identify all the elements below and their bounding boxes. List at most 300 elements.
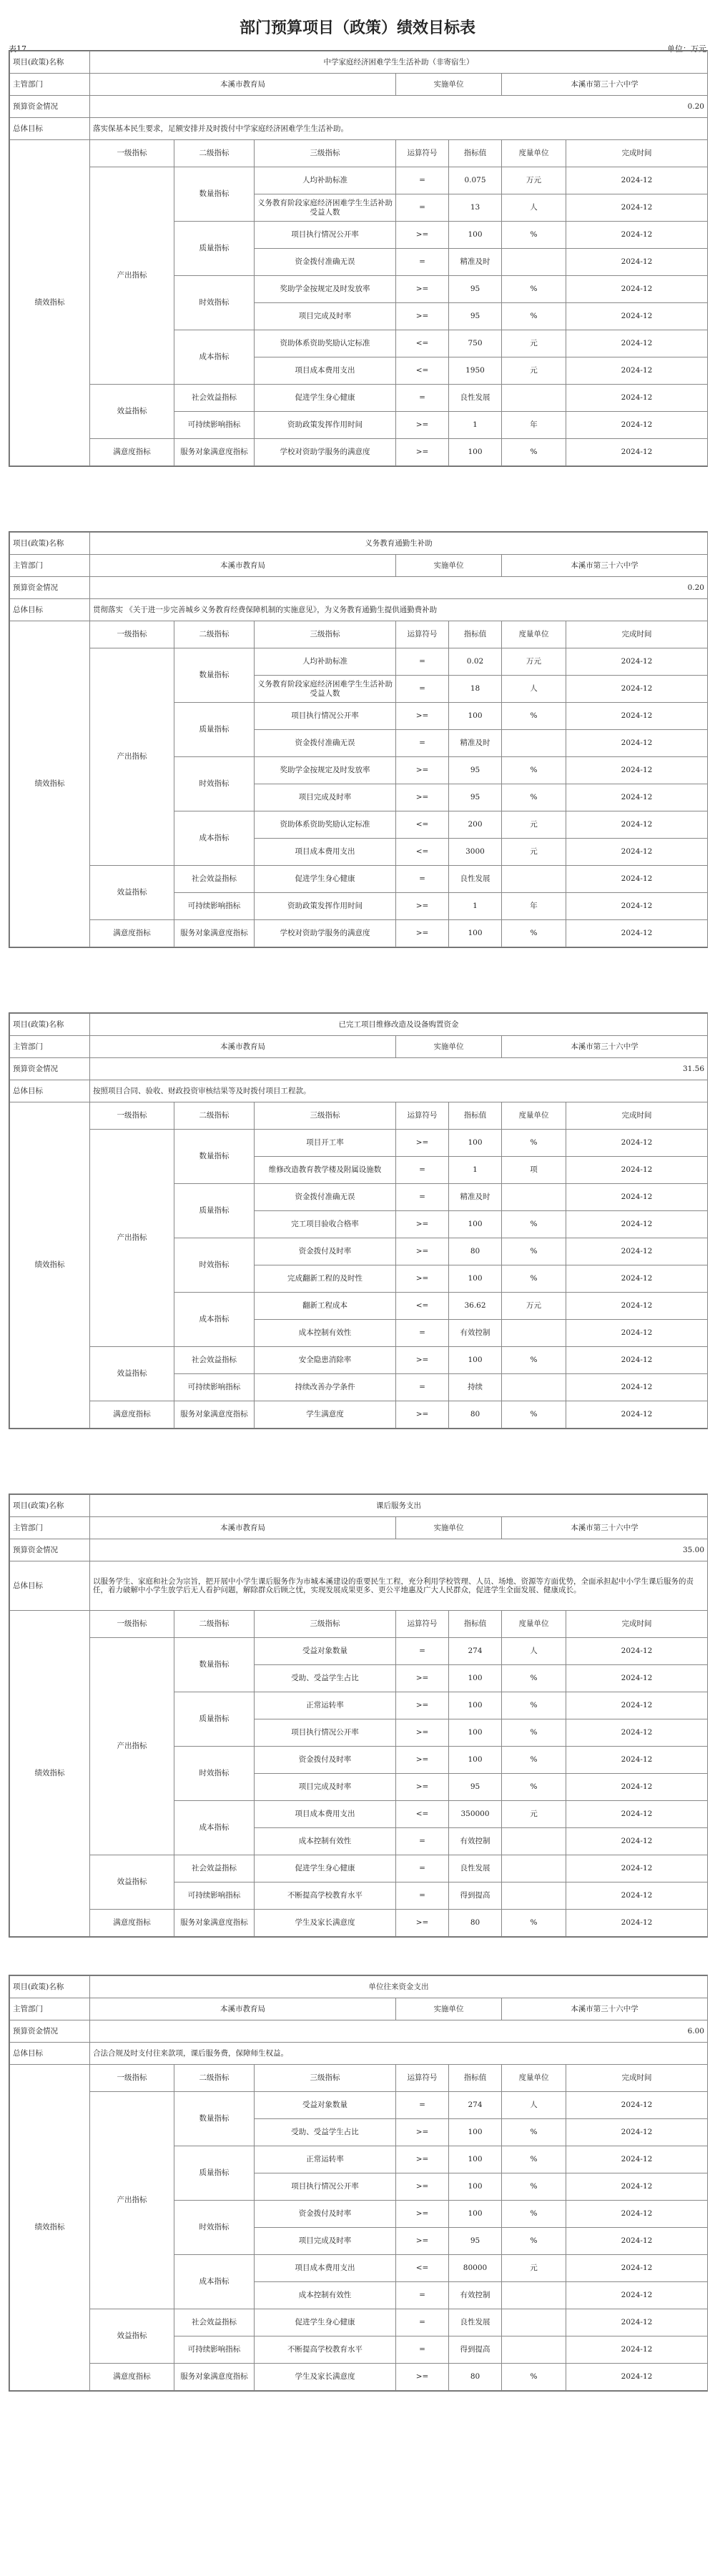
level3-indicator: 维修改造教育教学楼及附属设施数 (255, 1157, 396, 1184)
indicator-value: 36.62 (449, 1293, 502, 1320)
indicator-value: 100 (449, 920, 502, 947)
indicator-value: 80 (449, 1401, 502, 1428)
operator: <= (396, 811, 449, 839)
indicator-value: 3000 (449, 839, 502, 866)
dept-label: 主管部门 (10, 74, 90, 96)
project-table (9, 531, 708, 948)
header-val: 指标值 (449, 1611, 502, 1638)
level2-indicator: 时效指标 (174, 1238, 255, 1293)
measure-unit: % (502, 1719, 566, 1747)
level3-indicator: 成本控制有效性 (255, 2282, 396, 2309)
level2-indicator: 成本指标 (174, 1801, 255, 1855)
header-l1: 一级指标 (90, 1611, 174, 1638)
operator: >= (396, 757, 449, 784)
measure-unit: % (502, 1347, 566, 1374)
operator: = (396, 1184, 449, 1211)
indicator-value: 750 (449, 330, 502, 357)
completion-time: 2024-12 (566, 1692, 708, 1719)
measure-unit: 元 (502, 2255, 566, 2282)
completion-time: 2024-12 (566, 2282, 708, 2309)
measure-unit (502, 1828, 566, 1855)
operator: = (396, 1882, 449, 1910)
operator: >= (396, 1774, 449, 1801)
level3-indicator: 学校对资助学服务的满意度 (255, 439, 396, 466)
level2-indicator: 质量指标 (174, 1692, 255, 1747)
completion-time: 2024-12 (566, 866, 708, 893)
measure-unit: % (502, 2201, 566, 2228)
completion-time: 2024-12 (566, 703, 708, 730)
table-row (10, 167, 708, 194)
level2-indicator: 服务对象满意度指标 (174, 920, 255, 947)
indicator-value: 80 (449, 2364, 502, 2391)
operator: = (396, 648, 449, 676)
operator: >= (396, 2173, 449, 2201)
page-title: 部门预算项目（政策）绩效目标表 (239, 19, 475, 37)
level3-indicator: 资助政策发挥作用时间 (255, 412, 396, 439)
level1-indicator: 满意度指标 (90, 2364, 174, 2391)
level3-indicator: 受助、受益学生占比 (255, 1665, 396, 1692)
table-row (10, 2092, 708, 2119)
completion-time: 2024-12 (566, 839, 708, 866)
measure-unit (502, 2336, 566, 2364)
indicator-value: 100 (449, 1719, 502, 1747)
header-l2: 二级指标 (174, 1102, 255, 1130)
level3-indicator: 不断提高学校教育水平 (255, 2336, 396, 2364)
operator: >= (396, 1211, 449, 1238)
header-op: 运算符号 (396, 2065, 449, 2092)
level3-indicator: 资金拨付及时率 (255, 2201, 396, 2228)
impl-unit-label: 实施单位 (396, 555, 502, 577)
level2-indicator: 时效指标 (174, 757, 255, 811)
completion-time: 2024-12 (566, 730, 708, 757)
level3-indicator: 促进学生身心健康 (255, 2309, 396, 2336)
funds-value: 35.00 (90, 1539, 708, 1561)
header-val: 指标值 (449, 2065, 502, 2092)
completion-time: 2024-12 (566, 167, 708, 194)
header-op: 运算符号 (396, 1611, 449, 1638)
header-l3: 三级指标 (255, 140, 396, 167)
completion-time: 2024-12 (566, 357, 708, 385)
completion-time: 2024-12 (566, 1719, 708, 1747)
completion-time: 2024-12 (566, 439, 708, 466)
measure-unit (502, 1855, 566, 1882)
dept-label: 主管部门 (10, 1998, 90, 2020)
measure-unit: % (502, 757, 566, 784)
project-name: 课后服务支出 (90, 1495, 708, 1517)
level3-indicator: 项目执行情况公开率 (255, 222, 396, 249)
operator: = (396, 1828, 449, 1855)
dept-label: 主管部门 (10, 1517, 90, 1539)
completion-time: 2024-12 (566, 2255, 708, 2282)
completion-time: 2024-12 (566, 385, 708, 412)
completion-time: 2024-12 (566, 1774, 708, 1801)
table-row (10, 1401, 708, 1428)
operator: = (396, 2282, 449, 2309)
completion-time: 2024-12 (566, 2119, 708, 2146)
header-l1: 一级指标 (90, 2065, 174, 2092)
level2-indicator: 可持续影响指标 (174, 2336, 255, 2364)
measure-unit: 人 (502, 676, 566, 703)
completion-time: 2024-12 (566, 1320, 708, 1347)
level3-indicator: 项目完成及时率 (255, 784, 396, 811)
table-row (10, 1638, 708, 1665)
completion-time: 2024-12 (566, 2228, 708, 2255)
completion-time: 2024-12 (566, 1130, 708, 1157)
indicator-value: 95 (449, 757, 502, 784)
indicator-value: 得到提高 (449, 1882, 502, 1910)
level3-indicator: 项目完成及时率 (255, 303, 396, 330)
operator: >= (396, 1719, 449, 1747)
operator: >= (396, 2228, 449, 2255)
header-unit: 度量单位 (502, 1611, 566, 1638)
goal-text: 落实保基本民生要求，足额安排并及时拨付中学家庭经济困难学生生活补助。 (90, 118, 708, 140)
operator: >= (396, 2201, 449, 2228)
level3-indicator: 项目执行情况公开率 (255, 703, 396, 730)
header-l1: 一级指标 (90, 1102, 174, 1130)
level1-indicator: 满意度指标 (90, 1910, 174, 1937)
impl-unit-label: 实施单位 (396, 1036, 502, 1058)
indicator-value: 200 (449, 811, 502, 839)
measure-unit: % (502, 303, 566, 330)
measure-unit: 项 (502, 1157, 566, 1184)
operator: >= (396, 1910, 449, 1937)
measure-unit: 元 (502, 357, 566, 385)
completion-time: 2024-12 (566, 893, 708, 920)
perf-label: 绩效指标 (10, 621, 90, 947)
indicator-value: 100 (449, 439, 502, 466)
table-row (10, 2309, 708, 2336)
header-op: 运算符号 (396, 621, 449, 648)
completion-time: 2024-12 (566, 784, 708, 811)
impl-unit-value: 本溪市第三十六中学 (502, 74, 708, 96)
project-name-label: 项目(政策)名称 (10, 1495, 90, 1517)
indicator-value: 1950 (449, 357, 502, 385)
impl-unit-value: 本溪市第三十六中学 (502, 555, 708, 577)
level2-indicator: 质量指标 (174, 703, 255, 757)
header-op: 运算符号 (396, 140, 449, 167)
indicator-value: 100 (449, 2119, 502, 2146)
completion-time: 2024-12 (566, 1801, 708, 1828)
indicator-value: 0.02 (449, 648, 502, 676)
level2-indicator: 时效指标 (174, 1747, 255, 1801)
funds-value: 6.00 (90, 2020, 708, 2043)
performance-table (9, 1013, 708, 1428)
operator: <= (396, 330, 449, 357)
level3-indicator: 资金拨付准确无误 (255, 249, 396, 276)
indicator-value: 得到提高 (449, 2336, 502, 2364)
operator: <= (396, 357, 449, 385)
header-val: 指标值 (449, 140, 502, 167)
measure-unit (502, 249, 566, 276)
indicator-value: 良性发展 (449, 1855, 502, 1882)
indicator-value: 1 (449, 412, 502, 439)
measure-unit (502, 866, 566, 893)
level1-indicator: 产出指标 (90, 1130, 174, 1347)
operator: >= (396, 439, 449, 466)
indicator-value: 有效控制 (449, 1320, 502, 1347)
measure-unit: 年 (502, 893, 566, 920)
table-row (10, 1130, 708, 1157)
level3-indicator: 促进学生身心健康 (255, 385, 396, 412)
header-l3: 三级指标 (255, 1611, 396, 1638)
level2-indicator: 质量指标 (174, 2146, 255, 2201)
measure-unit (502, 1882, 566, 1910)
table-row (10, 2364, 708, 2391)
header-unit: 度量单位 (502, 2065, 566, 2092)
level3-indicator: 项目成本费用支出 (255, 1801, 396, 1828)
indicator-value: 有效控制 (449, 2282, 502, 2309)
project-table (9, 1975, 708, 2392)
header-l2: 二级指标 (174, 621, 255, 648)
level3-indicator: 资金拨付准确无误 (255, 730, 396, 757)
indicator-value: 80 (449, 1910, 502, 1937)
completion-time: 2024-12 (566, 2201, 708, 2228)
level2-indicator: 社会效益指标 (174, 385, 255, 412)
completion-time: 2024-12 (566, 249, 708, 276)
operator: >= (396, 1665, 449, 1692)
operator: >= (396, 1401, 449, 1428)
level3-indicator: 人均补助标准 (255, 648, 396, 676)
operator: >= (396, 2364, 449, 2391)
operator: >= (396, 222, 449, 249)
perf-label: 绩效指标 (10, 2065, 90, 2391)
project-table (9, 1494, 708, 1938)
indicator-value: 100 (449, 1130, 502, 1157)
completion-time: 2024-12 (566, 222, 708, 249)
indicator-value: 95 (449, 276, 502, 303)
level3-indicator: 受益对象数量 (255, 1638, 396, 1665)
measure-unit: % (502, 1130, 566, 1157)
level2-indicator: 数量指标 (174, 2092, 255, 2146)
funds-label: 预算资金情况 (10, 2020, 90, 2043)
operator: >= (396, 784, 449, 811)
level1-indicator: 效益指标 (90, 866, 174, 920)
performance-table (9, 51, 708, 466)
operator: = (396, 2309, 449, 2336)
measure-unit: % (502, 784, 566, 811)
project-name: 义务教育通勤生补助 (90, 533, 708, 555)
level3-indicator: 资助体系资助奖励认定标准 (255, 811, 396, 839)
impl-unit-value: 本溪市第三十六中学 (502, 1036, 708, 1058)
measure-unit (502, 2282, 566, 2309)
level3-indicator: 正常运转率 (255, 1692, 396, 1719)
project-name-label: 项目(政策)名称 (10, 533, 90, 555)
completion-time: 2024-12 (566, 2336, 708, 2364)
completion-time: 2024-12 (566, 1211, 708, 1238)
level3-indicator: 项目成本费用支出 (255, 357, 396, 385)
measure-unit: % (502, 2173, 566, 2201)
level3-indicator: 翻新工程成本 (255, 1293, 396, 1320)
level2-indicator: 成本指标 (174, 330, 255, 385)
level3-indicator: 受助、受益学生占比 (255, 2119, 396, 2146)
measure-unit: 人 (502, 1638, 566, 1665)
measure-unit: 人 (502, 2092, 566, 2119)
completion-time: 2024-12 (566, 1293, 708, 1320)
impl-unit-label: 实施单位 (396, 74, 502, 96)
goal-text: 合法合规及时支付往来款项，课后服务费，保障师生权益。 (90, 2043, 708, 2065)
dept-value: 本溪市教育局 (90, 1036, 396, 1058)
level3-indicator: 不断提高学校教育水平 (255, 1882, 396, 1910)
table-row (10, 1910, 708, 1937)
level2-indicator: 可持续影响指标 (174, 412, 255, 439)
funds-value: 0.20 (90, 577, 708, 599)
indicator-value: 18 (449, 676, 502, 703)
measure-unit: 元 (502, 839, 566, 866)
level2-indicator: 数量指标 (174, 1638, 255, 1692)
completion-time: 2024-12 (566, 1184, 708, 1211)
level3-indicator: 项目开工率 (255, 1130, 396, 1157)
perf-label: 绩效指标 (10, 140, 90, 466)
level3-indicator: 受益对象数量 (255, 2092, 396, 2119)
funds-value: 0.20 (90, 96, 708, 118)
header-val: 指标值 (449, 1102, 502, 1130)
level2-indicator: 数量指标 (174, 1130, 255, 1184)
project-table (9, 1012, 708, 1429)
perf-label: 绩效指标 (10, 1611, 90, 1937)
level3-indicator: 项目执行情况公开率 (255, 1719, 396, 1747)
level2-indicator: 社会效益指标 (174, 1855, 255, 1882)
measure-unit: % (502, 2146, 566, 2173)
completion-time: 2024-12 (566, 757, 708, 784)
measure-unit: 人 (502, 194, 566, 222)
indicator-value: 13 (449, 194, 502, 222)
level3-indicator: 正常运转率 (255, 2146, 396, 2173)
level1-indicator: 效益指标 (90, 2309, 174, 2364)
completion-time: 2024-12 (566, 1347, 708, 1374)
operator: = (396, 1638, 449, 1665)
measure-unit: % (502, 1265, 566, 1293)
measure-unit: 元 (502, 1801, 566, 1828)
performance-table (9, 1494, 708, 1937)
indicator-value: 274 (449, 1638, 502, 1665)
operator: = (396, 167, 449, 194)
indicator-value: 100 (449, 2173, 502, 2201)
project-name: 已完工项目维修改造及设备购置资金 (90, 1014, 708, 1036)
project-table (9, 50, 708, 467)
measure-unit: % (502, 1692, 566, 1719)
measure-unit (502, 1320, 566, 1347)
funds-label: 预算资金情况 (10, 1539, 90, 1561)
completion-time: 2024-12 (566, 1265, 708, 1293)
perf-label: 绩效指标 (10, 1102, 90, 1428)
goal-text: 按照项目合同、验收、财政投资审核结果等及时拨付项目工程款。 (90, 1080, 708, 1102)
level1-indicator: 效益指标 (90, 1855, 174, 1910)
measure-unit (502, 2309, 566, 2336)
operator: = (396, 249, 449, 276)
operator: = (396, 194, 449, 222)
completion-time: 2024-12 (566, 276, 708, 303)
goal-label: 总体目标 (10, 599, 90, 621)
indicator-value: 持续 (449, 1374, 502, 1401)
indicator-value: 100 (449, 2201, 502, 2228)
unit-label: 单位：万元 (667, 44, 706, 54)
funds-value: 31.56 (90, 1058, 708, 1080)
operator: <= (396, 2255, 449, 2282)
level1-indicator: 效益指标 (90, 385, 174, 439)
level3-indicator: 奖助学金按规定及时发放率 (255, 757, 396, 784)
indicator-value: 良性发展 (449, 385, 502, 412)
level2-indicator: 成本指标 (174, 1293, 255, 1347)
header-l1: 一级指标 (90, 621, 174, 648)
level3-indicator: 项目执行情况公开率 (255, 2173, 396, 2201)
operator: >= (396, 703, 449, 730)
measure-unit: % (502, 2364, 566, 2391)
measure-unit: % (502, 1747, 566, 1774)
operator: >= (396, 2119, 449, 2146)
measure-unit: % (502, 1910, 566, 1937)
level3-indicator: 奖助学金按规定及时发放率 (255, 276, 396, 303)
header-op: 运算符号 (396, 1102, 449, 1130)
operator: >= (396, 303, 449, 330)
operator: >= (396, 1747, 449, 1774)
indicator-value: 精准及时 (449, 249, 502, 276)
header-time: 完成时间 (566, 140, 708, 167)
header-val: 指标值 (449, 621, 502, 648)
measure-unit: % (502, 439, 566, 466)
indicator-value: 精准及时 (449, 730, 502, 757)
table-row (10, 1855, 708, 1882)
level1-indicator: 产出指标 (90, 167, 174, 385)
level2-indicator: 时效指标 (174, 2201, 255, 2255)
measure-unit: 元 (502, 330, 566, 357)
project-name: 中学家庭经济困难学生生活补助（非寄宿生） (90, 51, 708, 74)
project-name-label: 项目(政策)名称 (10, 1976, 90, 1998)
header-unit: 度量单位 (502, 621, 566, 648)
dept-value: 本溪市教育局 (90, 555, 396, 577)
level3-indicator: 学校对资助学服务的满意度 (255, 920, 396, 947)
completion-time: 2024-12 (566, 1157, 708, 1184)
table-row (10, 1347, 708, 1374)
header-l1: 一级指标 (90, 140, 174, 167)
dept-label: 主管部门 (10, 1036, 90, 1058)
level3-indicator: 完成翻新工程的及时性 (255, 1265, 396, 1293)
indicator-value: 350000 (449, 1801, 502, 1828)
measure-unit: 年 (502, 412, 566, 439)
header-unit: 度量单位 (502, 1102, 566, 1130)
completion-time: 2024-12 (566, 2146, 708, 2173)
indicator-value: 95 (449, 2228, 502, 2255)
level2-indicator: 可持续影响指标 (174, 1374, 255, 1401)
level3-indicator: 义务教育阶段家庭经济困难学生生活补助受益人数 (255, 194, 396, 222)
level3-indicator: 义务教育阶段家庭经济困难学生生活补助受益人数 (255, 676, 396, 703)
level1-indicator: 效益指标 (90, 1347, 174, 1401)
dept-value: 本溪市教育局 (90, 1517, 396, 1539)
completion-time: 2024-12 (566, 1665, 708, 1692)
measure-unit: 万元 (502, 1293, 566, 1320)
completion-time: 2024-12 (566, 2364, 708, 2391)
header-time: 完成时间 (566, 2065, 708, 2092)
level2-indicator: 服务对象满意度指标 (174, 439, 255, 466)
level1-indicator: 满意度指标 (90, 1401, 174, 1428)
level3-indicator: 成本控制有效性 (255, 1320, 396, 1347)
measure-unit: 万元 (502, 648, 566, 676)
operator: = (396, 1374, 449, 1401)
completion-time: 2024-12 (566, 1910, 708, 1937)
completion-time: 2024-12 (566, 412, 708, 439)
level2-indicator: 成本指标 (174, 2255, 255, 2309)
level3-indicator: 资助体系资助奖励认定标准 (255, 330, 396, 357)
table-row (10, 385, 708, 412)
level3-indicator: 资金拨付准确无误 (255, 1184, 396, 1211)
level3-indicator: 资金拨付及时率 (255, 1238, 396, 1265)
goal-label: 总体目标 (10, 1080, 90, 1102)
measure-unit: % (502, 276, 566, 303)
operator: >= (396, 1265, 449, 1293)
completion-time: 2024-12 (566, 2092, 708, 2119)
goal-text: 贯彻落实 《关于进一步完善城乡义务教育经费保障机制的实施意见》，为义务教育通勤生提供通勤费补助 (90, 599, 708, 621)
measure-unit (502, 1184, 566, 1211)
header-l3: 三级指标 (255, 1102, 396, 1130)
